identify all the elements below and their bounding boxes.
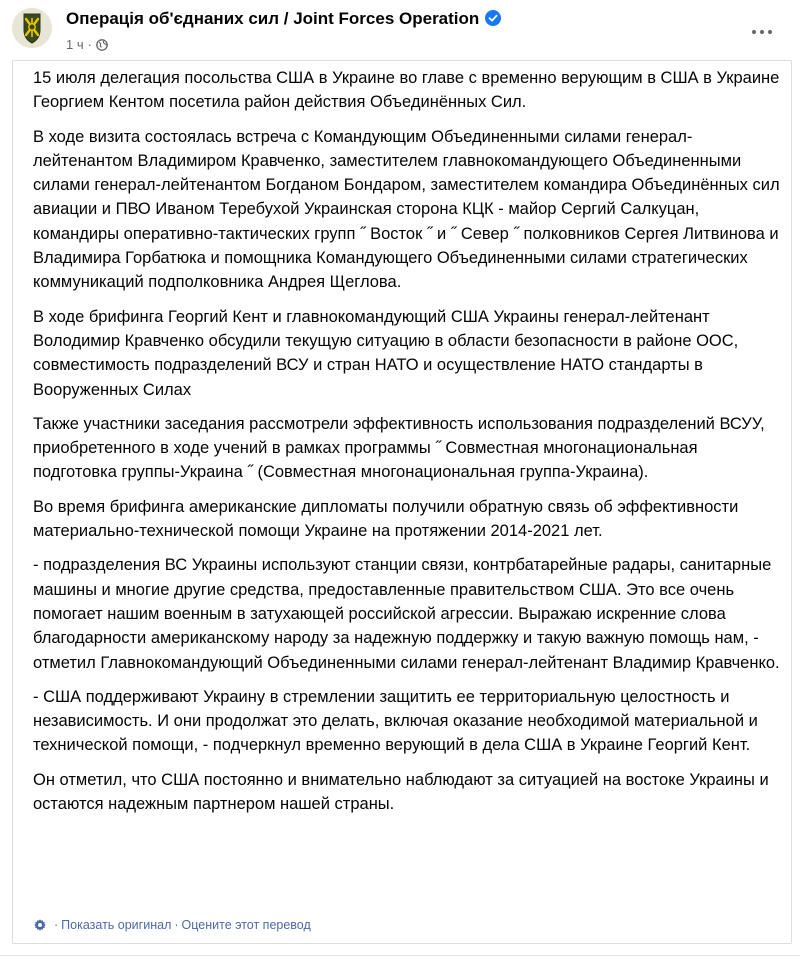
page-name-link[interactable] (66, 9, 501, 29)
post-paragraph: В ходе брифинга Георгий Кент и главнокомандующий США Украины генерал-лейтенант Володимир Кравченко обсудили текущую ситуацию в области безопасности в районе ООС, совместимость подразделений ВСУ и стран НАТО и осуществление НАТО стандарты в Вооруженных Силах (33, 307, 739, 399)
gear-icon[interactable] (33, 918, 47, 932)
translation-separator: · (174, 918, 179, 932)
public-globe-icon[interactable] (96, 39, 108, 51)
more-dot-icon (752, 30, 756, 34)
post-paragraph: Также участники заседания рассмотрели эффективность использования подразделений ВСУУ, приобретенного в ходе учений в рамках программы ˝ Совместная многонациональная подготовка группы-Украина ˝ (Совместная многонациональная группа-Украина). (33, 414, 765, 482)
meta-separator: · (87, 37, 92, 52)
post-body (33, 66, 783, 826)
post-header (0, 0, 800, 62)
verified-badge-icon (485, 10, 501, 26)
post-paragraph: Во время брифинга американские дипломаты получили обратную связь об эффективности материально-технической помощи Украине на протяжении 2014-2021 лет. (33, 497, 739, 541)
translation-bar (33, 918, 311, 932)
post-paragraph: - подразделения ВС Украины используют станции связи, контрбатарейные радары, санитарные машины и многие другие средства, предоставленные правительством США. Это все очень помогает нашим военным в затухающей российской агрессии. Выражаю искренние слова благодарности американскому народу за надежную поддержку и такую важную помощь нам, - отметил Главнокомандующий Объединенными силами генерал-лейтенант Владимир Кравченко. (33, 556, 780, 672)
post-paragraph: Он отметил, что США постоянно и внимательно наблюдают за ситуацией на востоке Украины и остаются надежным партнером нашей страны. (33, 770, 769, 814)
rate-translation-link[interactable]: Оцените этот перевод (181, 918, 311, 932)
translation-separator: · (54, 918, 59, 932)
post-divider (0, 955, 800, 956)
post-paragraph: 15 июля делегация посольства США в Украине во главе с временно верующим в США в Украине Георгием Кентом посетила район действия Объединённых Сил. (33, 69, 780, 112)
more-dot-icon (760, 30, 764, 34)
joint-forces-logo-icon (12, 8, 52, 48)
post-meta (66, 37, 108, 52)
page-avatar[interactable] (12, 8, 52, 48)
more-dot-icon (768, 30, 772, 34)
more-options-button[interactable] (744, 14, 780, 50)
post-paragraph: В ходе визита состоялась встреча с Командующим Объединенными силами генерал-лейтенантом Владимиром Кравченко, заместителем главнокомандующего Объединенными силами генерал-лейтенантом Богданом Бондаром, заместителем командира Объединённых сил авиации и ПВО Иваном Теребухой Украинская сторона КЦК - майор Сергий Салкуцан, командиры оперативно-тактических групп ˝ Восток ˝ и ˝ Север ˝ полковников Сергея Литвинова и Владимира Горбатюка и помощника Командующего Объединенными силами стратегических коммуникаций подполковника Андрея Щеглова. (33, 127, 780, 292)
post-timestamp[interactable]: 1 ч (66, 37, 84, 52)
page-name[interactable]: Операція об'єднаних сил / Joint Forces Operation (66, 9, 480, 28)
post-paragraph: - США поддерживают Украину в стремлении защитить ее территориальную целостность и независимость. И они продолжат это делать, включая оказание необходимой материальной и технической помощи, - подчеркнул временно верующий в дела США в Украине Георгий Кент. (33, 687, 758, 755)
show-original-link[interactable]: Показать оригинал (61, 918, 172, 932)
